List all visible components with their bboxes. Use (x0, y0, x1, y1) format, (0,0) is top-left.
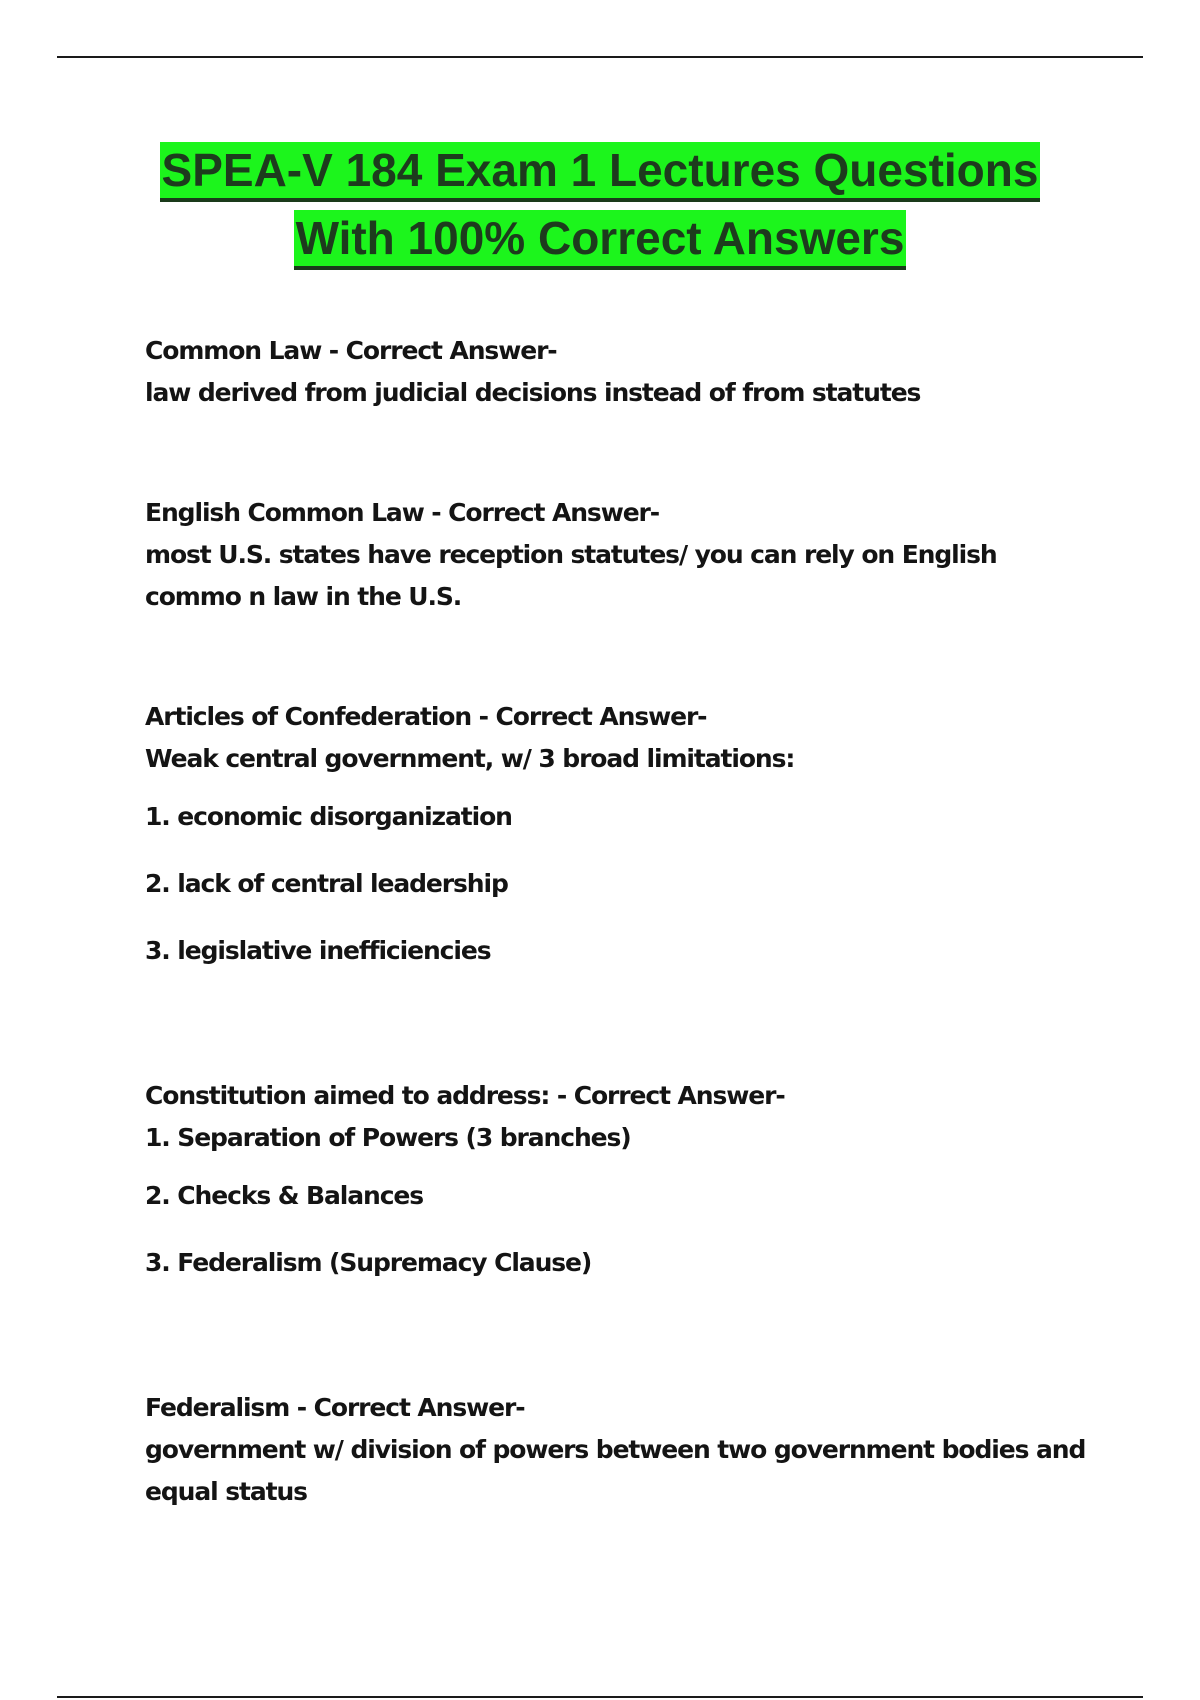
answer-text: Weak central government, w/ 3 broad limitations: (145, 744, 795, 773)
question-term: Articles of Confederation - Correct Answer- (145, 702, 707, 731)
qa-entry-common-law (145, 330, 1095, 414)
bottom-rule (57, 1696, 1143, 1698)
list-item: 1. economic disorganization (145, 802, 512, 831)
question-term: Constitution aimed to address: - Correct Answer- (145, 1081, 785, 1110)
document-title (0, 142, 1200, 278)
title-line-1: SPEA-V 184 Exam 1 Lectures Questions (160, 142, 1041, 202)
qa-entry-constitution (145, 1075, 1095, 1284)
top-rule (57, 56, 1143, 58)
question-term: English Common Law - Correct Answer- (145, 498, 660, 527)
question-term: Common Law - Correct Answer- (145, 336, 557, 365)
list-item: 2. lack of central leadership (145, 869, 508, 898)
qa-content (145, 330, 1095, 1513)
answer-text: law derived from judicial decisions instead of from statutes (145, 378, 921, 407)
list-item: 3. legislative inefficiencies (145, 936, 491, 965)
list-item: 2. Checks & Balances (145, 1181, 424, 1210)
qa-entry-articles-of-confederation (145, 696, 1095, 972)
title-line-2: With 100% Correct Answers (294, 210, 907, 270)
answer-text: 1. Separation of Powers (3 branches) (145, 1123, 631, 1152)
qa-entry-english-common-law (145, 492, 1095, 618)
list-item: 3. Federalism (Supremacy Clause) (145, 1248, 592, 1277)
question-term: Federalism - Correct Answer- (145, 1393, 525, 1422)
qa-entry-federalism (145, 1387, 1095, 1513)
answer-text: most U.S. states have reception statutes/ you can rely on English commo n law in the U.S. (145, 540, 997, 611)
answer-text: government w/ division of powers between two government bodies and equal status (145, 1435, 1086, 1506)
